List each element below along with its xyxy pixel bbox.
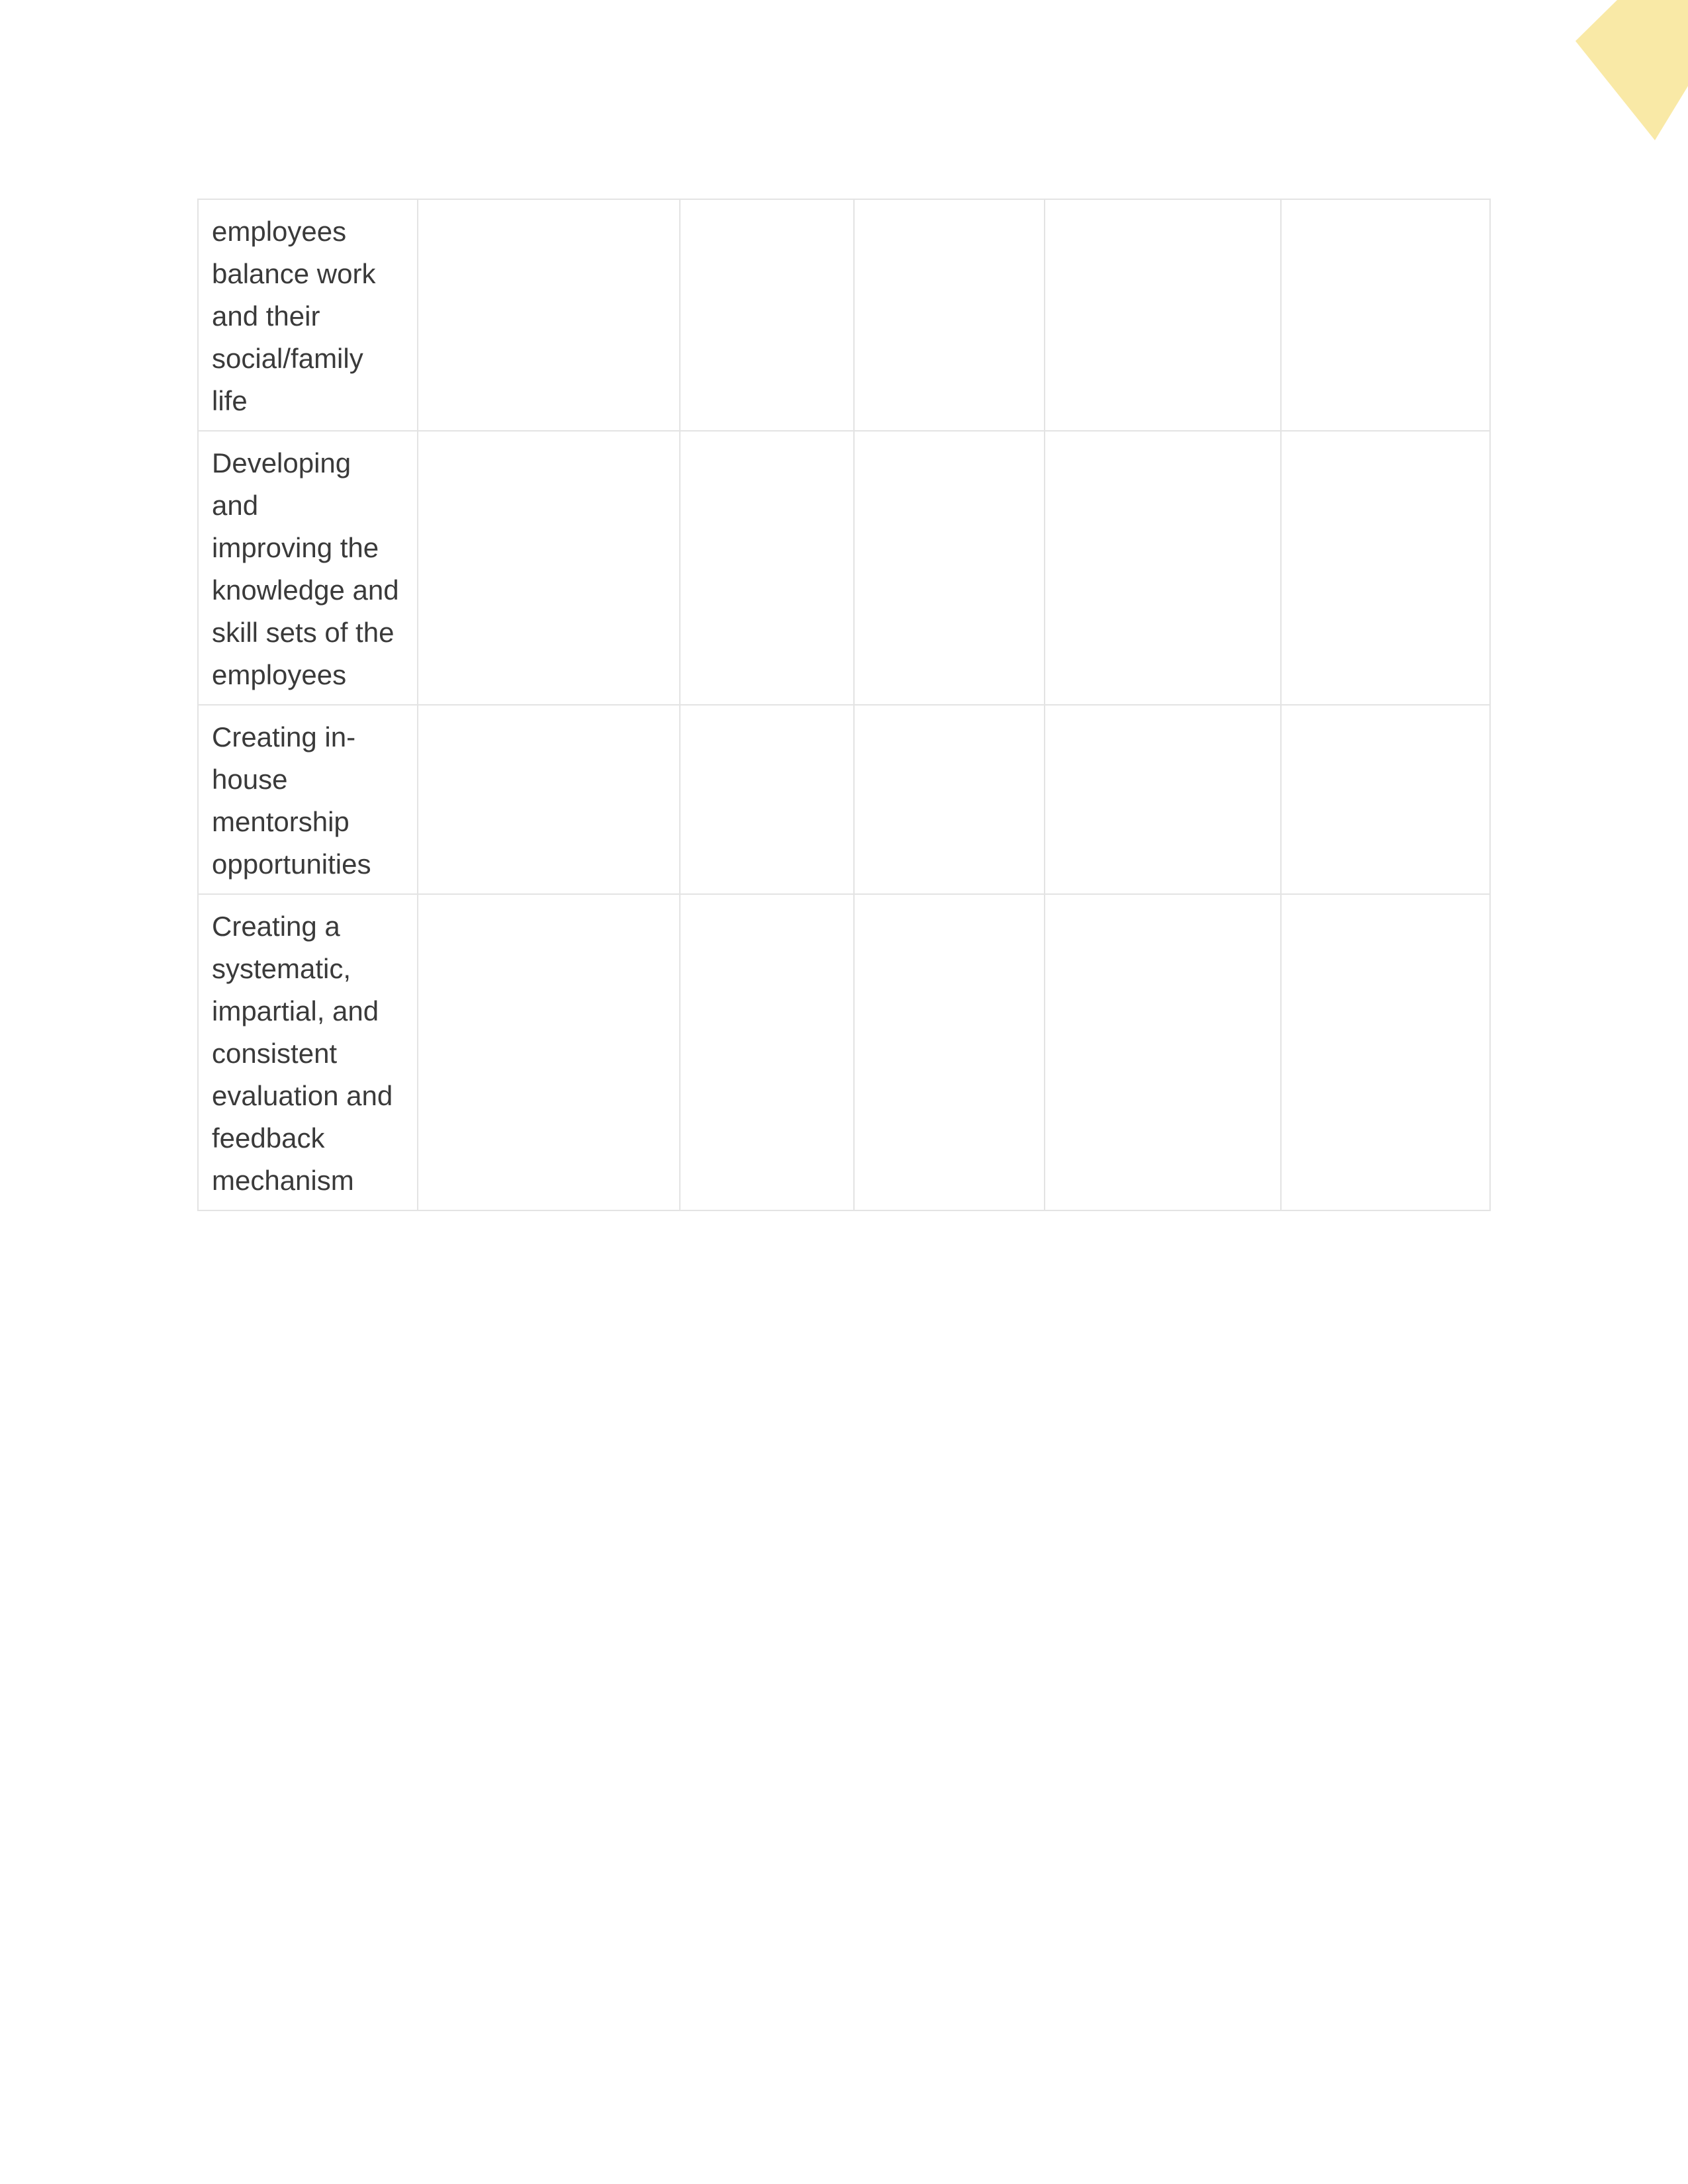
table-cell: [680, 431, 854, 705]
table-cell: [1281, 431, 1490, 705]
table-cell: [680, 199, 854, 431]
table-cell: [854, 431, 1045, 705]
table-cell: [854, 894, 1045, 1210]
table-cell: [1045, 199, 1281, 431]
table-cell: [1281, 894, 1490, 1210]
table-cell: [854, 705, 1045, 894]
table-cell: [1045, 894, 1281, 1210]
table-cell: [418, 894, 680, 1210]
table-row: [198, 705, 1490, 894]
table-cell: [418, 705, 680, 894]
table-row: [198, 199, 1490, 431]
row-label: employees balance work and their social/family life: [198, 199, 418, 431]
table-cell: [1281, 705, 1490, 894]
row-label: Creating in- house mentorship opportunities: [198, 705, 418, 894]
table-cell: [418, 431, 680, 705]
table-cell: [680, 894, 854, 1210]
table-cell: [1045, 705, 1281, 894]
row-label: Creating a systematic, impartial, and consistent evaluation and feedback mechanism: [198, 894, 418, 1210]
table-cell: [1045, 431, 1281, 705]
table-cell: [854, 199, 1045, 431]
table-cell: [418, 199, 680, 431]
table-cell: [1281, 199, 1490, 431]
table-cell: [680, 705, 854, 894]
corner-decoration-shape: [1575, 0, 1688, 140]
evaluation-table: [197, 199, 1491, 1211]
corner-decoration: [1536, 0, 1688, 142]
table-row: [198, 431, 1490, 705]
row-label: Developing and improving the knowledge and skill sets of the employees: [198, 431, 418, 705]
table-row: [198, 894, 1490, 1210]
